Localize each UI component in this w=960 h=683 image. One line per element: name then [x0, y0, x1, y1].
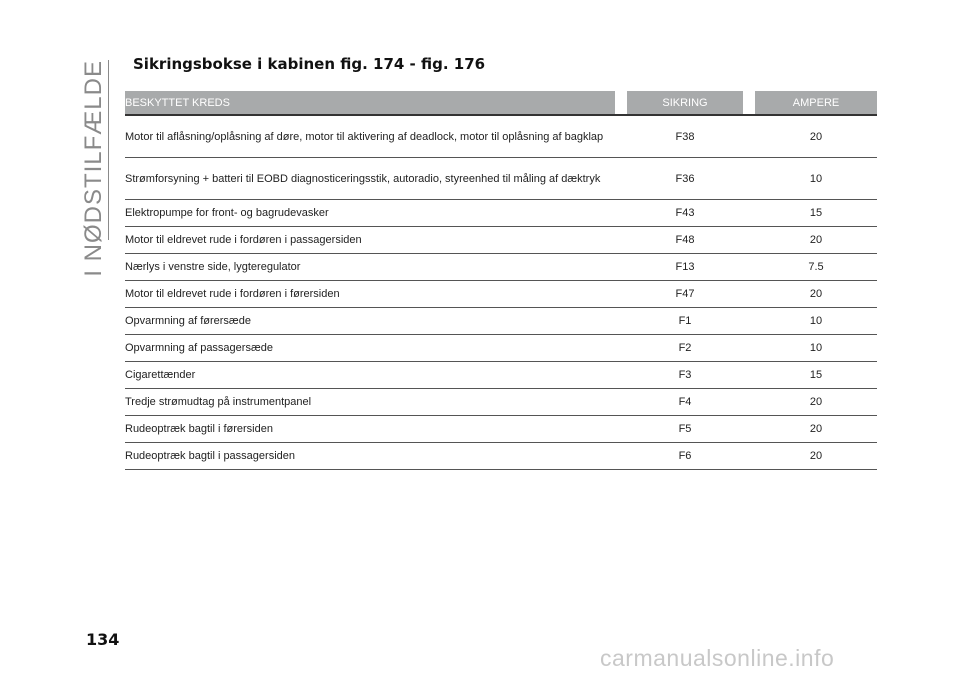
fuse-ampere-cell: 20 [755, 443, 877, 470]
fuse-id-cell: F47 [627, 281, 743, 308]
fuse-ampere-cell: 15 [755, 200, 877, 227]
fuse-ampere-cell: 20 [755, 281, 877, 308]
section-tab-label: I NØDSTILFÆLDE [80, 60, 107, 277]
page-number: 134 [86, 630, 120, 649]
fuse-id-cell: F5 [627, 416, 743, 443]
table-row [125, 227, 877, 254]
table-row [125, 362, 877, 389]
table-row [125, 416, 877, 443]
fuse-ampere-cell: 7.5 [755, 254, 877, 281]
fuse-circuit-cell: Strømforsyning + batteri til EOBD diagnosticeringsstik, autoradio, styreenhed til måling af dæktryk [125, 158, 615, 200]
fuse-circuit-cell: Motor til aflåsning/oplåsning af døre, motor til aktivering af deadlock, motor til oplåsning af bagklap [125, 115, 615, 158]
table-header-row [125, 91, 877, 115]
fuse-circuit-cell: Opvarmning af passagersæde [125, 335, 615, 362]
header-fuse: SIKRING [627, 91, 743, 115]
fuse-ampere-cell: 10 [755, 158, 877, 200]
fuse-id-cell: F6 [627, 443, 743, 470]
table-row [125, 158, 877, 200]
section-tab [80, 60, 108, 277]
table-row [125, 335, 877, 362]
fuse-circuit-cell: Cigarettænder [125, 362, 615, 389]
fuse-circuit-cell: Rudeoptræk bagtil i passagersiden [125, 443, 615, 470]
fuse-circuit-cell: Motor til eldrevet rude i fordøren i førersiden [125, 281, 615, 308]
fuse-id-cell: F1 [627, 308, 743, 335]
fuse-id-cell: F43 [627, 200, 743, 227]
header-ampere: AMPERE [755, 91, 877, 115]
fuse-id-cell: F4 [627, 389, 743, 416]
fuse-circuit-cell: Tredje strømudtag på instrumentpanel [125, 389, 615, 416]
fuse-id-cell: F48 [627, 227, 743, 254]
fuse-circuit-cell: Rudeoptræk bagtil i førersiden [125, 416, 615, 443]
fuse-ampere-cell: 20 [755, 389, 877, 416]
section-tab-divider [108, 60, 109, 240]
fuse-ampere-cell: 10 [755, 335, 877, 362]
fuse-ampere-cell: 20 [755, 416, 877, 443]
table-row [125, 308, 877, 335]
fuse-ampere-cell: 20 [755, 115, 877, 158]
fuse-id-cell: F38 [627, 115, 743, 158]
fuse-id-cell: F36 [627, 158, 743, 200]
table-row [125, 200, 877, 227]
header-circuit: BESKYTTET KREDS [125, 91, 615, 115]
fuse-circuit-cell: Nærlys i venstre side, lygteregulator [125, 254, 615, 281]
fuse-circuit-cell: Elektropumpe for front- og bagrudevasker [125, 200, 615, 227]
table-row [125, 115, 877, 158]
fuse-table [125, 91, 877, 470]
fuse-ampere-cell: 10 [755, 308, 877, 335]
fuse-id-cell: F2 [627, 335, 743, 362]
page-title: Sikringsbokse i kabinen fig. 174 - fig. 176 [133, 55, 486, 73]
table-row [125, 281, 877, 308]
fuse-id-cell: F13 [627, 254, 743, 281]
fuse-ampere-cell: 15 [755, 362, 877, 389]
fuse-ampere-cell: 20 [755, 227, 877, 254]
table-row [125, 389, 877, 416]
table-row [125, 254, 877, 281]
fuse-id-cell: F3 [627, 362, 743, 389]
fuse-circuit-cell: Opvarmning af førersæde [125, 308, 615, 335]
table-row [125, 443, 877, 470]
fuse-circuit-cell: Motor til eldrevet rude i fordøren i passagersiden [125, 227, 615, 254]
watermark: carmanualsonline.info [600, 645, 835, 671]
